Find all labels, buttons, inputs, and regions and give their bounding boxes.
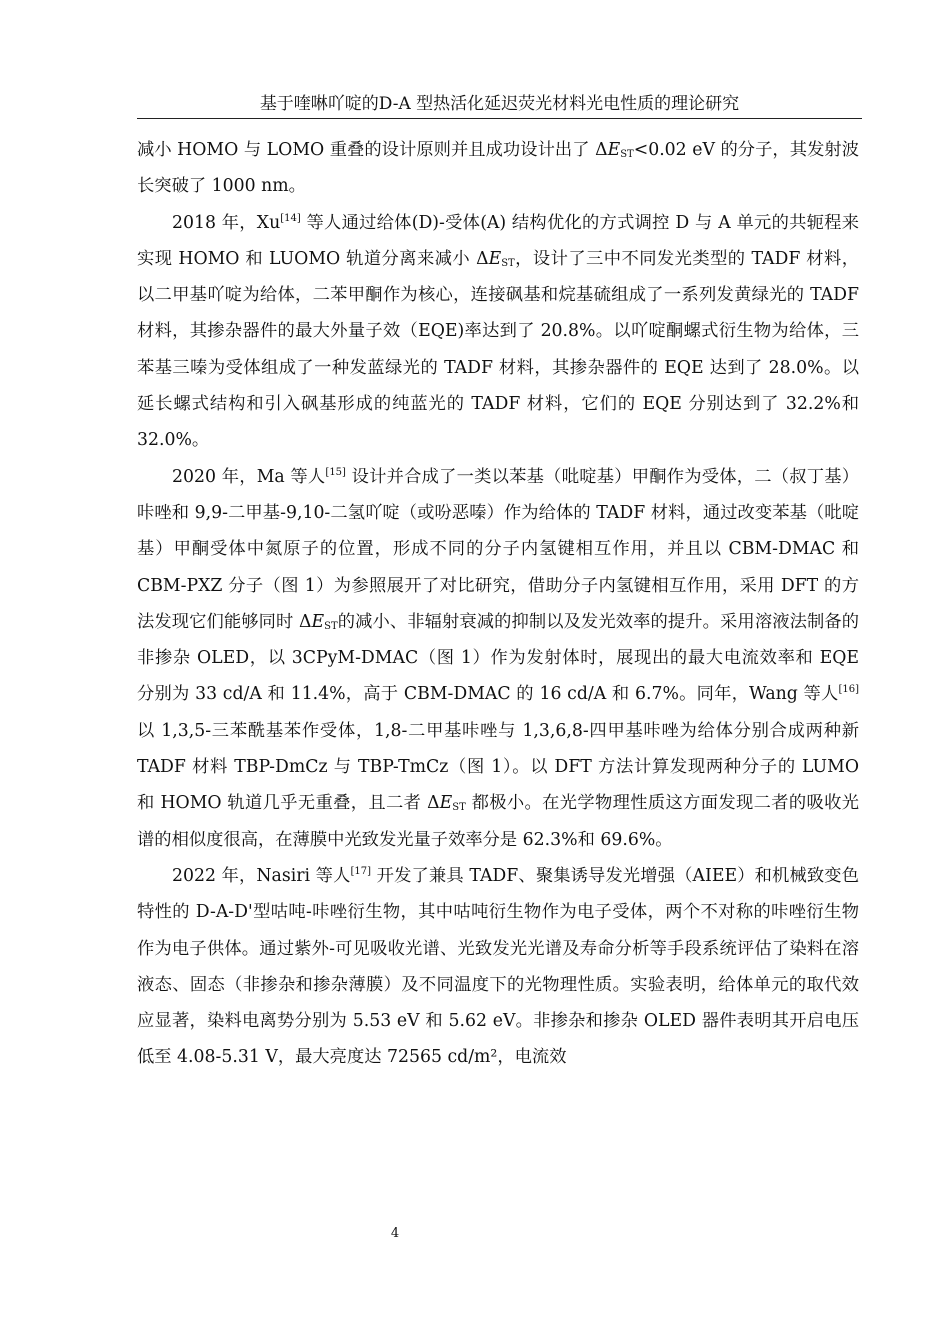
citation-ref: [14] bbox=[280, 212, 301, 224]
paragraph-xu-2018: 2018 年，Xu[14] 等人通过给体(D)-受体(A) 结构优化的方式调控 D 与 A 单元的共轭程来实现 HOMO 和 LUOMO 轨道分离来减小 $\Delta E_{ST}$，设计了三中不同发光类型的 TADF 材料，以二甲基吖啶为给体，二苯甲酮作为核心，连接砜基和烷基硫组成了一系列发黄绿光的 TADF 材料，其掺杂器件的最大外量子效（EQE)率达到了 20.8%。以吖啶酮螺式衍生物为给体，三苯基三嗪为受体组成了一种发蓝绿光的 TADF 材料，其掺杂器件的 EQE 达到了 28.0%。以延长螺式结构和引入砜基形成的纯蓝光的 TADF 材料，它们的 EQE 分别达到了 32.2%和 32.0%。 bbox=[137, 212, 859, 451]
paragraph-continuation: 减小 HOMO 与 LOMO 重叠的设计原则并且成功设计出了 $\Delta E_{ST}<0.02$ eV 的分子，其发射波长突破了 1000 nm。 bbox=[137, 140, 859, 197]
body-text bbox=[137, 132, 859, 1076]
header-rule bbox=[137, 118, 862, 119]
paragraph-ma-2020: 2020 年，Ma 等人[15] 设计并合成了一类以苯基（吡啶基）甲酮作为受体，二（叔丁基）咔唑和 9,9-二甲基-9,10-二氢吖啶（或吩恶嗪）作为给体的 TADF 材料，通过改变苯基（吡啶基）甲酮受体中氮原子的位置，形成不同的分子内氢键相互作用，并且以 CBM-DMAC 和 CBM-PXZ 分子（图 1）为参照展开了对比研究，借助分子内氢键相互作用，采用 DFT 的方法发现它们能够同时 $\Delta E_{ST}$的减小、非辐射衰减的抑制以及发光效率的提升。采用溶液法制备的非掺杂 OLED，以 3CPyM-DMAC（图 1）作为发射体时，展现出的最大电流效率和 EQE 分别为 33 cd/A 和 11.4%，高于 CBM-DMAC 的 16 cd/A 和 6.7%。同年，Wang 等人[16] 以 1,3,5-三苯酰基苯作受体，1,8-二甲基咔唑与 1,3,6,8-四甲基咔唑为给体分别合成两种新 TADF 材料 TBP-DmCz 与 TBP-TmCz（图 1）。以 DFT 方法计算发现两种分子的 LUMO 和 HOMO 轨道几乎无重叠，且二者 $\Delta E_{ST}$ 都极小。在光学物理性质这方面发现二者的吸收光谱的相似度很高，在薄膜中光致发光量子效率分是 62.3%和 69.6%。 bbox=[137, 466, 859, 850]
paragraph-nasiri-2022: 2022 年，Nasiri 等人[17] 开发了兼具 TADF、聚集诱导发光增强（AIEE）和机械致变色特性的 D-A-D'型咕吨-咔唑衍生物，其中咕吨衍生物作为电子受体，两个不对称的咔唑衍生物作为电子供体。通过紫外-可见吸收光谱、光致发光光谱及寿命分析等手段系统评估了染料在溶液态、固态（非掺杂和掺杂薄膜）及不同温度下的光物理性质。实验表明，给体单元的取代效应显著，染料电离势分别为 5.53 eV 和 5.62 eV。非掺杂和掺杂 OLED 器件表明其开启电压低至 4.08-5.31 V，最大亮度达 72565 cd/m²，电流效 bbox=[137, 865, 859, 1068]
citation-ref: [17] bbox=[350, 865, 372, 877]
page-number: 4 bbox=[390, 1226, 400, 1241]
citation-ref: [16] bbox=[838, 684, 859, 696]
citation-ref: [15] bbox=[325, 466, 346, 478]
running-header: 基于喹啉吖啶的D-A 型热活化延迟荧光材料光电性质的理论研究 bbox=[259, 94, 740, 114]
